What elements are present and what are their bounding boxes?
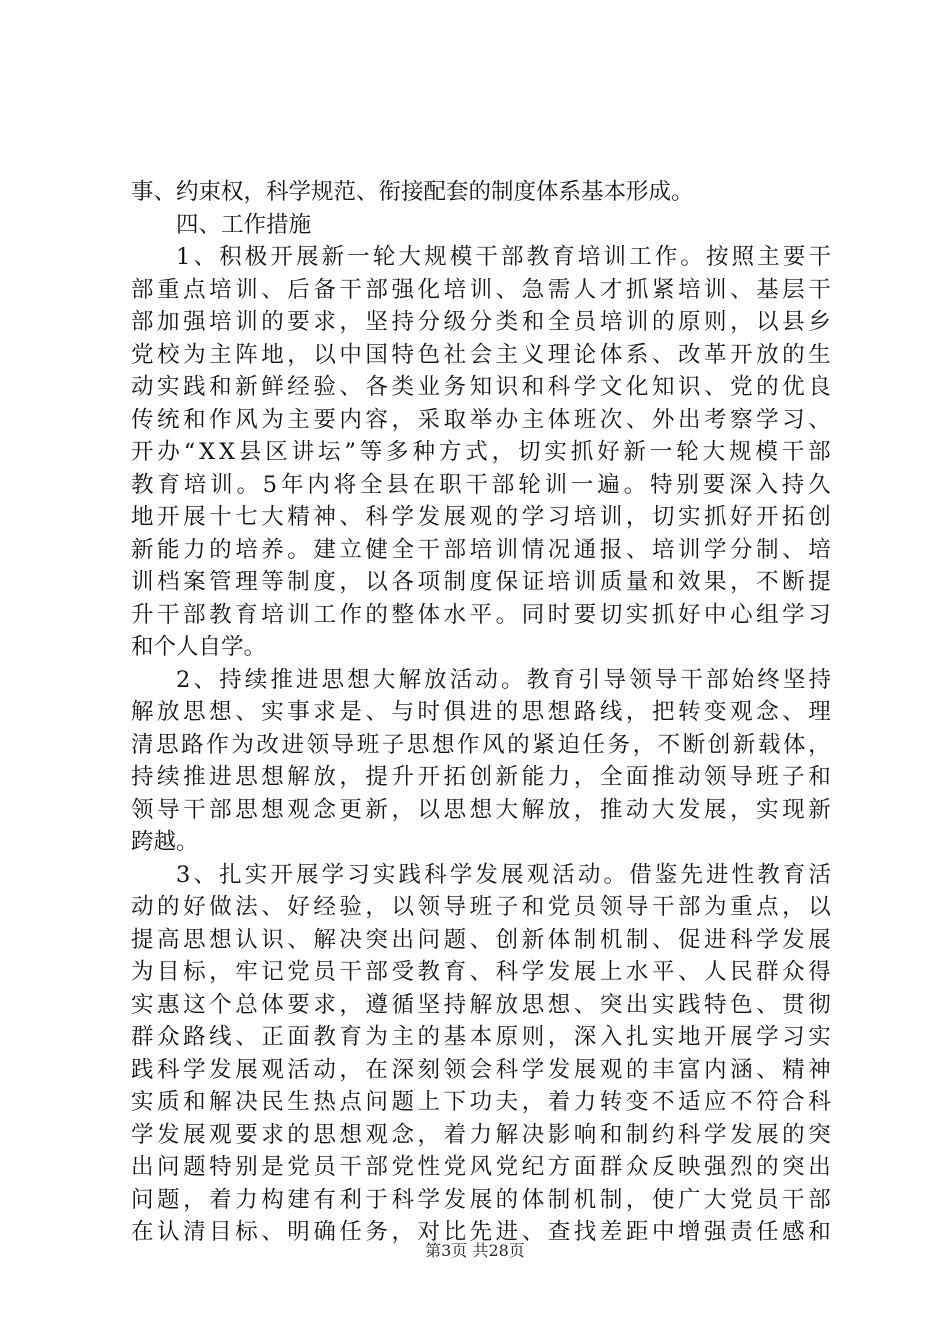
text-line: 事、约束权，科学规范、衔接配套的制度体系基本形成。 <box>131 179 694 205</box>
text-line: 问 题 ， 着 力 构 建 有 利 于 科 学 发 展 的 体 制 机 制 ， 使 广 大 党 员 干 部 <box>131 1186 831 1213</box>
text-line: 清 思 路 作 为 改 进 领 导 班 子 思 想 作 风 的 紧 迫 任 务 ， 不 断 创 新 载 体 ， <box>131 731 831 758</box>
text-line: 开 办 “ X X 县 区 讲 坛 ” 等 多 种 方 式 ， 切 实 抓 好 新 一 轮 大 规 模 干 部 <box>131 439 831 465</box>
text-line: 传 统 和 作 风 为 主 要 内 容 ， 采 取 举 办 主 体 班 次 、 外 出 考 察 学 习 、 <box>131 406 831 433</box>
text-line: 践 科 学 发 展 观 活 动 ， 在 深 刻 领 会 科 学 发 展 观 的 丰 富 内 涵 、 精 神 <box>131 1056 831 1083</box>
text-line: 训 档 案 管 理 等 制 度 ， 以 各 项 制 度 保 证 培 训 质 量 和 效 果 ， 不 断 提 <box>131 569 831 595</box>
text-line: 部 加 强 培 训 的 要 求 ， 坚 持 分 级 分 类 和 全 员 培 训 的 原 则 ， 以 县 乡 <box>131 309 831 335</box>
text-line: 解 放 思 想 、 实 事 求 是 、 与 时 俱 进 的 思 想 路 线 ， 把 转 变 观 念 、 理 <box>131 699 831 725</box>
text-line: 领 导 干 部 思 想 观 念 更 新 ， 以 思 想 大 解 放 ， 推 动 大 发 展 ， 实 现 新 <box>131 796 831 823</box>
text-line: 为 目 标 ， 牢 记 党 员 干 部 受 教 育 、 科 学 发 展 上 水 平 、 人 民 群 众 得 <box>131 959 831 985</box>
text-line: 地 开 展 十 七 大 精 神 、 科 学 发 展 观 的 学 习 培 训 ， 切 实 抓 好 开 拓 创 <box>131 504 831 530</box>
text-line: 提 高 思 想 认 识 、 解 决 突 出 问 题 、 创 新 体 制 机 制 、 促 进 科 学 发 展 <box>131 926 831 953</box>
page-number-footer: 第3页 共28页 <box>425 1241 525 1260</box>
text-line: 跨越。 <box>131 829 199 855</box>
text-line: 实 质 和 解 决 民 生 热 点 问 题 上 下 功 夫 ， 着 力 转 变 不 适 应 不 符 合 科 <box>131 1089 831 1115</box>
text-line: 出 问 题 特 别 是 党 员 干 部 党 性 党 风 党 纪 方 面 群 众 反 映 强 烈 的 突 出 <box>131 1154 831 1180</box>
text-line: 升 干 部 教 育 培 训 工 作 的 整 体 水 平 。 同 时 要 切 实 抓 好 中 心 组 学 习 <box>131 601 831 628</box>
text-line: 持 续 推 进 思 想 解 放 ， 提 升 开 拓 创 新 能 力 ， 全 面 推 动 领 导 班 子 和 <box>131 764 831 790</box>
text-line: 教 育 培 训 。 5 年 内 将 全 县 在 职 干 部 轮 训 一 遍 。 特 别 要 深 入 持 久 <box>131 471 831 498</box>
text-line: 动 实 践 和 新 鲜 经 验 、 各 类 业 务 知 识 和 科 学 文 化 知 识 、 党 的 优 良 <box>131 374 831 400</box>
text-line: 实 惠 这 个 总 体 要 求 ， 遵 循 坚 持 解 放 思 想 、 突 出 实 践 特 色 、 贯 彻 <box>131 991 831 1018</box>
text-line: 1 、 积 极 开 展 新 一 轮 大 规 模 干 部 教 育 培 训 工 作 。 按 照 主 要 干 <box>176 244 831 270</box>
text-line: 2 、 持 续 推 进 思 想 大 解 放 活 动 。 教 育 引 导 领 导 干 部 始 终 坚 持 <box>176 666 831 693</box>
text-line: 四、工作措施 <box>176 211 312 238</box>
text-line: 群 众 路 线 、 正 面 教 育 为 主 的 基 本 原 则 ， 深 入 扎 实 地 开 展 学 习 实 <box>131 1024 831 1050</box>
text-line: 学 发 展 观 要 求 的 思 想 观 念 ， 着 力 解 决 影 响 和 制 约 科 学 发 展 的 突 <box>131 1121 831 1148</box>
text-line: 3 、 扎 实 开 展 学 习 实 践 科 学 发 展 观 活 动 。 借 鉴 先 进 性 教 育 活 <box>176 861 831 888</box>
text-line: 党 校 为 主 阵 地 ， 以 中 国 特 色 社 会 主 义 理 论 体 系 、 改 革 开 放 的 生 <box>131 341 831 368</box>
text-line: 和个人自学。 <box>131 634 267 660</box>
text-line: 在 认 清 目 标 、 明 确 任 务 ， 对 比 先 进 、 查 找 差 距 中 增 强 责 任 感 和 <box>131 1219 831 1245</box>
document-body <box>131 176 831 1249</box>
text-line: 动 的 好 做 法 、 好 经 验 ， 以 领 导 班 子 和 党 员 领 导 干 部 为 重 点 ， 以 <box>131 894 831 920</box>
text-line: 新 能 力 的 培 养 。 建 立 健 全 干 部 培 训 情 况 通 报 、 培 训 学 分 制 、 培 <box>131 536 831 563</box>
text-line: 部 重 点 培 训 、 后 备 干 部 强 化 培 训 、 急 需 人 才 抓 紧 培 训 、 基 层 干 <box>131 276 831 303</box>
